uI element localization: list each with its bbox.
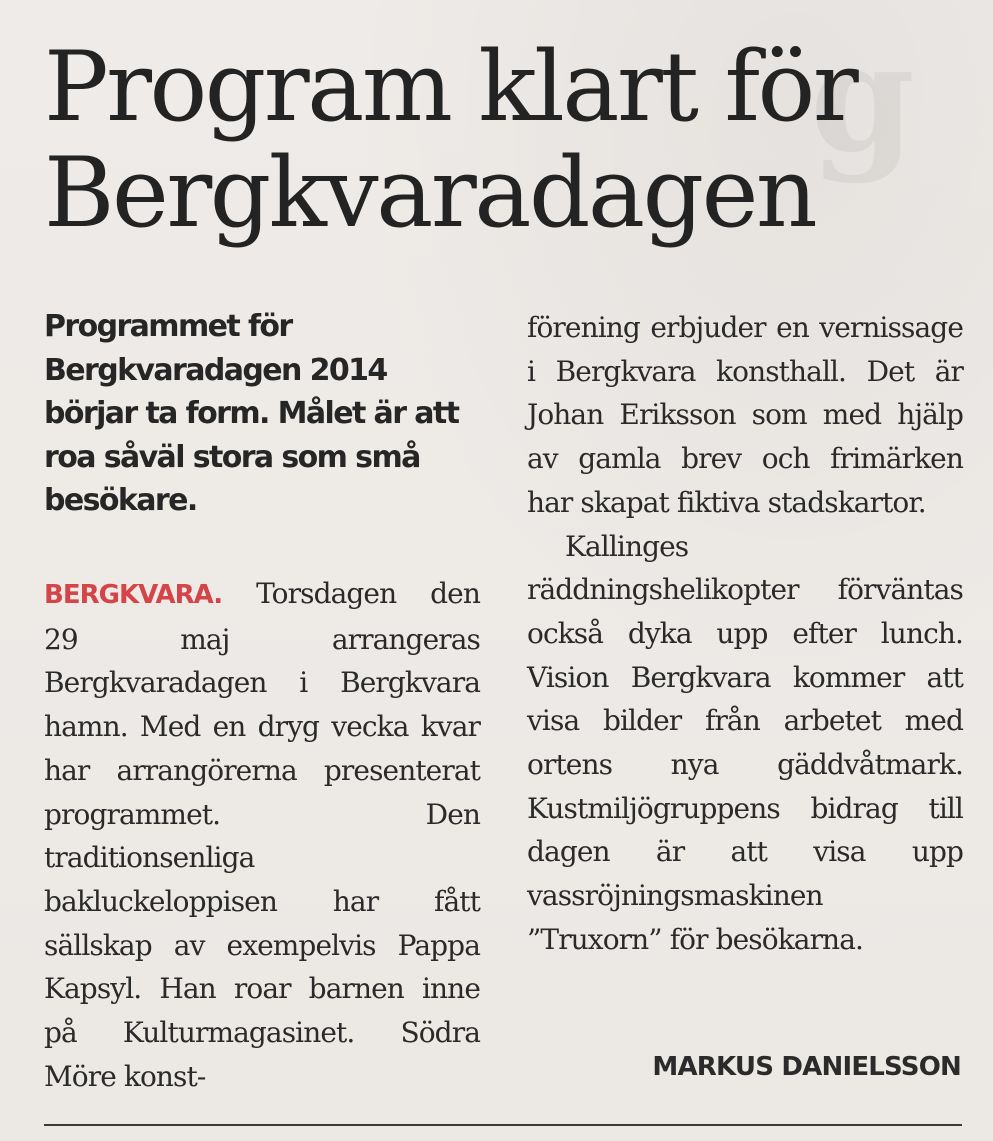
body-column-right [527,306,963,962]
bottom-rule [44,1124,962,1126]
ingress: Programmet för Bergkvaradagen 2014 börjar ta form. Målet är att roa såväl stora som små besökare. [44,309,459,518]
dateline: BERGKVARA. [44,580,223,610]
body-paragraph-1: förening erbjuder en vernissage i Bergkvara konsthall. Det är Johan Eriksson som med hjälp av gamla brev och frimärken har skapat fiktiva stadskartor. [527,311,963,519]
body-column-left [44,572,480,1098]
headline: Program klart för Bergkvaradagen [44,31,857,249]
body-text-left: Torsdagen den 29 maj arrangeras Bergkvaradagen i Bergkvara hamn. Med en dryg vecka kvar har arrangörerna presenterat programmet. Den traditionsenliga bakluckeloppisen har fått sällskap av exempelvis Pappa Kapsyl. Han roar barnen inne på Kulturmagasinet. Södra Möre konst- [44,577,480,1093]
body-paragraph-2: Kallinges räddningshelikopter förväntas också dyka upp efter lunch. Vision Bergkvara kommer att visa bilder från arbetet med ortens nya gäddvåtmark. Kustmiljögruppens bidrag till dagen är att visa upp vassröjningsmaskinen ”Truxorn” för besökarna. [527,529,963,956]
byline: MARKUS DANIELSSON [652,1052,961,1082]
bleed-through-text: g [810,10,915,186]
